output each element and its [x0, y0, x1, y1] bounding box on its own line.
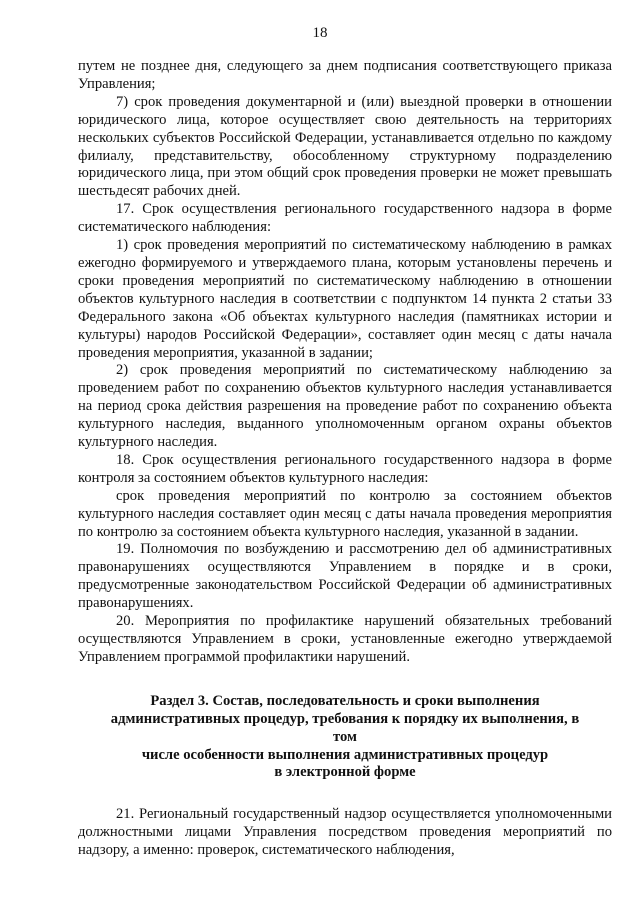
- paragraph: 19. Полномочия по возбуждению и рассмотрению дел об административных правонарушениях осуществляются Управлением в порядке и в сроки, предусмотренные законодательством Российской Федерации об административных правонарушениях.: [78, 541, 612, 612]
- section-heading: [78, 693, 612, 783]
- section-heading-line: административных процедур, требования к порядку их выполнения, в том: [110, 710, 580, 745]
- paragraph: 17. Срок осуществления регионального государственного надзора в форме систематического наблюдения:: [78, 201, 612, 236]
- paragraph: 7) срок проведения документарной и (или) выездной проверки в отношении юридического лица, которое осуществляет свою деятельность на территориях нескольких субъектов Российской Федерации, устанавливается отдельно по каждому филиалу, представительству, обособленному структурному подразделению юридического лица, при этом общий срок проведения проверки не может превышать шестьдесят рабочих дней.: [78, 93, 612, 200]
- paragraph: 20. Мероприятия по профилактике нарушений обязательных требований осуществляются Управлением в сроки, установленные ежегодно утверждаемой Управлением программой профилактики нарушений.: [78, 613, 612, 665]
- paragraph: 2) срок проведения мероприятий по систематическому наблюдению за проведением работ по сохранению объектов культурного наследия устанавливается на период срока действия разрешения на проведение работ по сохранению объекта культурного наследия, выданного уполномоченным органом охраны объектов культурного наследия.: [78, 362, 612, 451]
- paragraphs-before-section: [78, 58, 612, 667]
- paragraph: 18. Срок осуществления регионального государственного надзора в форме контроля за состоянием объектов культурного наследия:: [78, 451, 612, 486]
- document-body: [78, 58, 612, 860]
- section-heading-line: в электронной форме: [274, 764, 416, 781]
- page-number: 18: [312, 25, 328, 41]
- section-heading-line: числе особенности выполнения административных процедур: [141, 746, 549, 763]
- section-heading-line: Раздел 3. Состав, последовательность и сроки выполнения: [150, 692, 540, 709]
- paragraph: срок проведения мероприятий по контролю за состоянием объектов культурного наследия составляет один месяц с даты начала проведения мероприятия по контролю за состоянием объекта культурного наследия, указанной в задании.: [78, 487, 612, 540]
- paragraphs-after-section: [78, 806, 612, 860]
- paragraph: путем не позднее дня, следующего за днем подписания соответствующего приказа Управления;: [78, 58, 612, 92]
- paragraph: 1) срок проведения мероприятий по систематическому наблюдению в рамках ежегодно формируемого и утверждаемого плана, которым установлены перечень и сроки проведения мероприятий по систематическому наблюдению в отношении объектов культурного наследия в соответствии с подпунктом 14 пункта 2 статьи 33 Федерального закона «Об объектах культурного наследия (памятниках истории и культуры) народов Российской Федерации», составляет один месяц с даты начала проведения мероприятия, указанной в задании;: [78, 237, 612, 361]
- paragraph: 21. Региональный государственный надзор осуществляется уполномоченными должностными лицами Управления посредством проведения мероприятий по надзору, а именно: проверок, систематического наблюдения,: [78, 806, 612, 859]
